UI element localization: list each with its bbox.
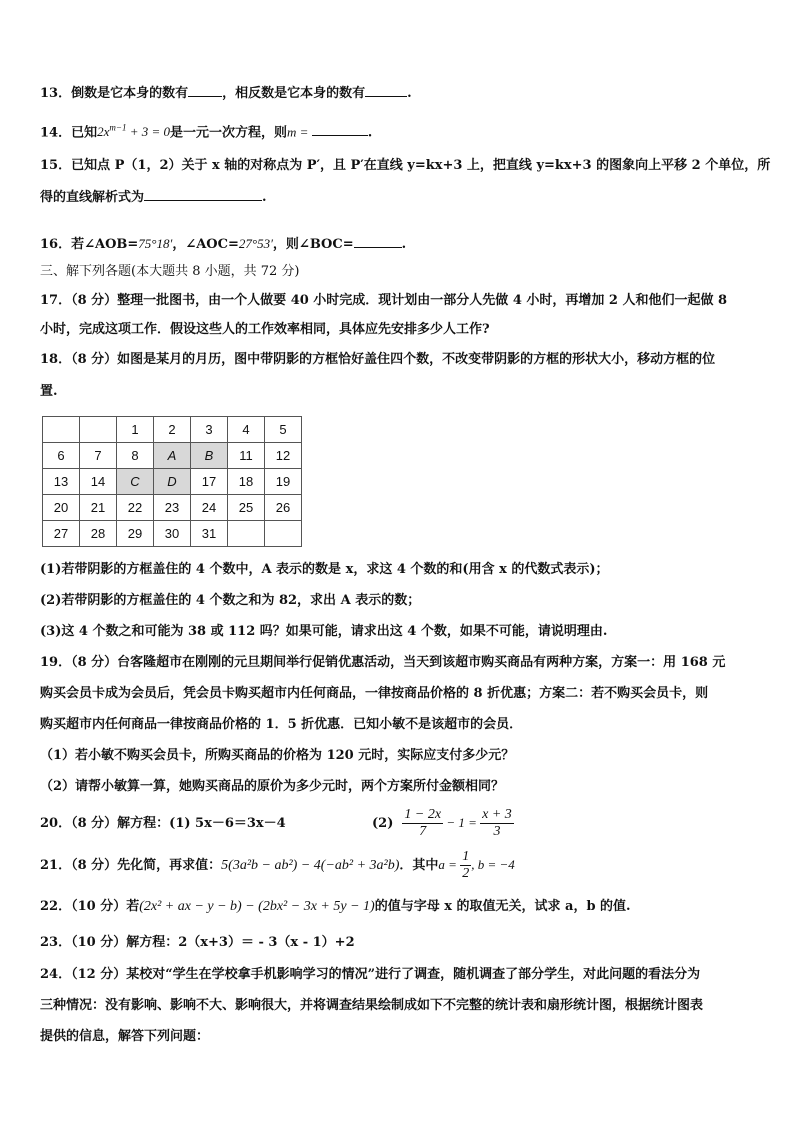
question-17-line-2: 小时，完成这项工作．假设这些人的工作效率相同，具体应先安排多少人工作? — [40, 322, 490, 337]
question-14: 14．已知$2x^{m-1} + 3 = 0$是一元一次方程，则m = . — [40, 123, 373, 141]
question-24-line-3: 提供的信息，解答下列问题： — [40, 1029, 210, 1044]
calendar-cell: 18 — [228, 469, 265, 495]
question-21: 21．（8 分）先化简，再求值：5(3a²b − ab²) − 4(−ab² + 3a²b)．其中a = $\frac{1}{2}$ , b = −4 — [40, 849, 515, 881]
expression: (2x² + ax − y − b) − (2bx² − 3x + 5y − 1) — [139, 899, 375, 914]
question-19-sub-2: （2）请帮小敏算一算，她购买商品的原价为多少元时，两个方案所付金额相同？ — [40, 779, 505, 794]
calendar-cell: 5 — [265, 417, 302, 443]
section-heading: 三、解下列各题(本大题共 8 小题，共 72 分) — [40, 264, 300, 279]
answer-blank[interactable] — [144, 186, 262, 201]
question-16: 16．若∠AOB=75°18′，∠AOC=27°53′，则∠BOC= . — [40, 233, 406, 255]
question-18-sub-1: (1)若带阴影的方框盖住的 4 个数中，A 表示的数是 x，求这 4 个数的和(用含 x 的代数式表示)； — [40, 562, 609, 577]
question-18-sub-3: (3)这 4 个数之和可能为 38 或 112 吗？如果可能，请求出这 4 个数，如果不可能，请说明理由. — [40, 624, 608, 639]
answer-blank[interactable] — [354, 233, 402, 248]
question-18-line-2: 置. — [40, 384, 58, 399]
calendar-row — [43, 443, 302, 469]
calendar-cell: 3 — [191, 417, 228, 443]
calendar-cell-shaded: B — [191, 443, 228, 469]
question-20-part-2: (2) $\frac{1 - 2x}{7}$ − 1 = $\frac{x + 3}{3}$ — [372, 807, 512, 839]
calendar-row — [43, 417, 302, 443]
question-19-sub-1: （1）若小敏不购买会员卡，所购买商品的价格为 120 元时，实际应支付多少元？ — [40, 748, 515, 763]
question-24-line-2: 三种情况：没有影响、影响不大、影响很大，并将调查结果绘制成如下不完整的统计表和扇形统计图，根据统计图表 — [40, 998, 704, 1013]
calendar-row — [43, 521, 302, 547]
equation: $2x^{m-1} + 3 = 0$ — [97, 123, 170, 140]
calendar-row — [43, 469, 302, 495]
expression: 5(3a²b − ab²) − 4(−ab² + 3a²b) — [221, 858, 400, 873]
calendar-cell: 27 — [43, 521, 80, 547]
calendar-row — [43, 495, 302, 521]
calendar-cell: 26 — [265, 495, 302, 521]
calendar-cell: 7 — [80, 443, 117, 469]
question-17-line-1: 17．（8 分）整理一批图书，由一个人做要 40 小时完成．现计划由一部分人先做 4 小时，再增加 2 人和他们一起做 8 — [40, 293, 728, 308]
calendar-cell: 20 — [43, 495, 80, 521]
question-15-line-2: 得的直线解析式为 . — [40, 186, 267, 208]
question-19-line-3: 购买超市内任何商品一律按商品价格的 1．5 折优惠．已知小敏不是该超市的会员． — [40, 717, 523, 732]
calendar-cell: 31 — [191, 521, 228, 547]
fraction: $\frac{1 - 2x}{7}$ — [404, 807, 442, 839]
answer-blank[interactable] — [312, 121, 368, 136]
calendar-cell: 23 — [154, 495, 191, 521]
calendar-cell: 30 — [154, 521, 191, 547]
calendar-cell: 24 — [191, 495, 228, 521]
question-18-line-1: 18．（8 分）如图是某月的月历，图中带阴影的方框恰好盖住四个数，不改变带阴影的方框的形状大小，移动方框的位 — [40, 352, 716, 367]
calendar-cell: 21 — [80, 495, 117, 521]
calendar-cell: 6 — [43, 443, 80, 469]
calendar-cell: 25 — [228, 495, 265, 521]
question-23: 23．（10 分）解方程：2（x+3）＝ - 3（x - 1）+2 — [40, 935, 355, 950]
fraction: $\frac{x + 3}{3}$ — [482, 807, 512, 839]
calendar-cell: 1 — [117, 417, 154, 443]
calendar-cell: 14 — [80, 469, 117, 495]
fraction: $\frac{1}{2}$ — [462, 849, 470, 881]
calendar-cell — [265, 521, 302, 547]
question-24-line-1: 24．（12 分）某校对“学生在学校拿手机影响学习的情况”进行了调查，随机调查了部分学生，对此问题的看法分为 — [40, 967, 701, 982]
question-22: 22．（10 分）若(2x² + ax − y − b) − (2bx² − 3x + 5y − 1)的值与字母 x 的取值无关，试求 a，b 的值. — [40, 899, 631, 914]
question-15-line-1: 15．已知点 P（1，2）关于 x 轴的对称点为 P′，且 P′在直线 y=kx+3 上，把直线 y=kx+3 的图象向上平移 2 个单位，所 — [40, 158, 771, 173]
calendar-cell: 29 — [117, 521, 154, 547]
calendar-cell: 8 — [117, 443, 154, 469]
calendar-cell: 11 — [228, 443, 265, 469]
question-20: 20．（8 分）解方程：(1) 5x－6＝3x－4 — [40, 816, 286, 831]
question-18-sub-2: (2)若带阴影的方框盖住的 4 个数之和为 82，求出 A 表示的数； — [40, 593, 421, 608]
calendar-table — [42, 416, 302, 547]
calendar-cell-shaded: D — [154, 469, 191, 495]
calendar-cell: 17 — [191, 469, 228, 495]
calendar-cell: 12 — [265, 443, 302, 469]
calendar-cell: 13 — [43, 469, 80, 495]
calendar-cell: 19 — [265, 469, 302, 495]
calendar-cell — [80, 417, 117, 443]
calendar-cell: 22 — [117, 495, 154, 521]
calendar-cell: 4 — [228, 417, 265, 443]
calendar-cell-shaded: A — [154, 443, 191, 469]
calendar-cell-shaded: C — [117, 469, 154, 495]
answer-blank[interactable] — [188, 82, 222, 97]
question-13: 13．倒数是它本身的数有 ，相反数是它本身的数有 . — [40, 82, 412, 104]
question-19-line-2: 购买会员卡成为会员后，凭会员卡购买超市内任何商品，一律按商品价格的 8 折优惠；方案二：若不购买会员卡，则 — [40, 686, 709, 701]
calendar-cell: 28 — [80, 521, 117, 547]
answer-blank[interactable] — [365, 82, 407, 97]
calendar-cell — [228, 521, 265, 547]
question-19-line-1: 19．（8 分）台客隆超市在刚刚的元旦期间举行促销优惠活动，当天到该超市购买商品有两种方案，方案一：用 168 元 — [40, 655, 726, 670]
calendar-cell — [43, 417, 80, 443]
calendar-cell: 2 — [154, 417, 191, 443]
